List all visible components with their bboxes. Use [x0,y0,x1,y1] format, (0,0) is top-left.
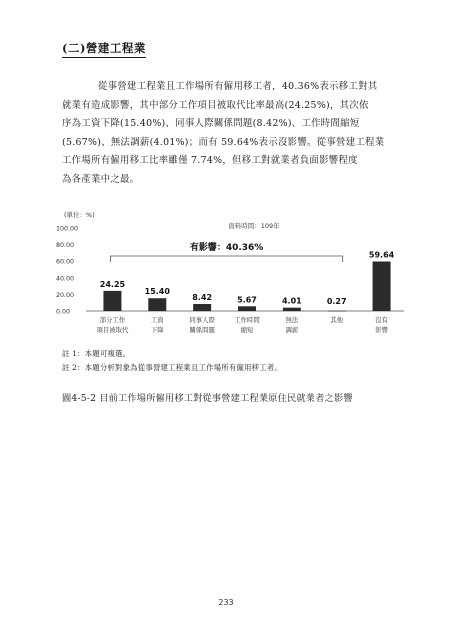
note-2: 註 2：本題分析對象為從事營建工程業且工作場所有僱用移工者。 [62,363,282,372]
data-label: 15.40 [144,287,170,297]
category-label: 無法 [285,316,299,324]
annotation-bracket [110,256,342,262]
category-label: 其他 [330,316,344,324]
bar [328,311,346,312]
data-label: 24.25 [99,279,126,289]
category-label: 工資 [150,316,164,324]
data-label: 59.64 [368,250,395,260]
paragraph-line: 就業有造成影響，其中部分工作項目被取代比率最高(24.25%)，其次依 [62,99,369,111]
paragraph-line: (5.67%)、無法調薪(4.01%)；而有 59.64%表示沒影響。從事營建工程業 [62,136,385,148]
bar [193,304,211,311]
paragraph-line: 為各產業中之最。 [62,173,140,185]
y-tick-label: 100.00 [56,225,79,233]
y-tick-label: 20.00 [56,291,75,299]
page-number: 233 [218,598,234,607]
bar [148,298,166,311]
unit-label: (單位：%) [64,211,95,219]
paragraph-line: 工作場所有僱用移工比率雖僅 7.74%，但移工對就業者負面影響程度 [62,155,358,167]
data-label: 5.67 [237,295,257,305]
section-heading: (二)營建工程業 [62,40,146,58]
data-label: 8.42 [192,293,213,303]
category-label: 下降 [150,326,164,334]
bar [283,308,301,311]
chart-svg [54,208,414,348]
paragraph-line: 序為工資下降(15.40%)、同事人際關係問題(8.42%)、工作時間縮短 [62,118,360,130]
data-label: 4.01 [281,296,302,306]
bar [103,291,121,311]
category-label: 項目被取代 [96,326,129,334]
bar [238,306,256,311]
bar-chart [54,208,414,348]
category-label: 工作時間 [234,316,260,324]
category-label: 沒有 [375,316,388,324]
y-tick-label: 0.00 [56,308,71,316]
paragraph-line: 從事營建工程業且工作場所有僱用移工者，40.36%表示移工對其 [98,81,378,92]
category-label: 縮短 [240,326,254,334]
y-tick-label: 40.00 [56,275,75,283]
category-label: 同事人際 [189,316,215,324]
category-label: 影響 [375,326,388,334]
bar [373,261,391,311]
note-1: 註 1：本題可複選。 [62,349,131,358]
category-label: 關係問題 [189,326,215,334]
category-label: 調薪 [285,326,299,334]
figure-caption: 圖4-5-2 目前工作場所僱用移工對從事營建工程業原住民就業者之影響 [62,393,353,404]
category-label: 部分工作 [99,316,126,324]
body-paragraph [62,78,402,190]
data-label: 0.27 [326,296,347,306]
y-tick-label: 80.00 [56,242,75,250]
annotation-label: 有影響：40.36% [189,243,264,253]
y-tick-label: 60.00 [56,258,75,266]
source-note: 資料時間：109年 [228,222,280,230]
